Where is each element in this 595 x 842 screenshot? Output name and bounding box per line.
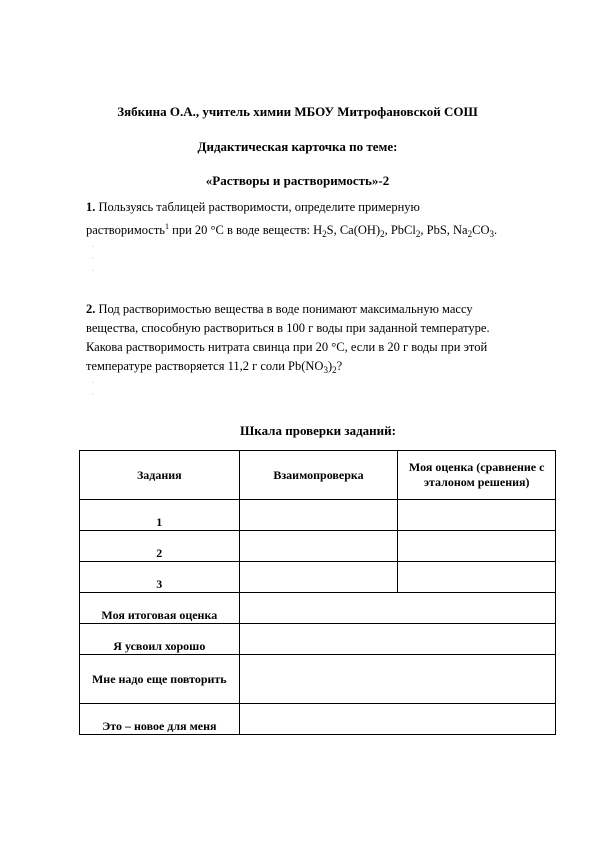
author-line: Зябкина О.А., учитель химии МБОУ Митрофановской СОШ [117,104,478,119]
task-2-end: ? [336,359,343,373]
substance-list [313,223,497,237]
task-2-line1: Под растворимостью вещества в воде понимают максимальную массу [98,302,473,316]
footnote-mark: 1 [165,222,169,231]
summary-label: Моя итоговая оценка [80,593,240,624]
peer-check-cell[interactable] [239,500,398,531]
card-title: Дидактическая карточка по теме: [197,139,398,154]
task-1-line1: Пользуясь таблицей растворимости, определите примерную [98,200,420,214]
formula-paren: ) [327,359,333,373]
task-cell: 2 [80,531,240,562]
check-table [79,450,556,735]
formula-sub2: 2 [332,365,337,375]
task-2 [86,300,556,380]
substance-formula: PbS, Na [426,223,468,237]
summary-label: Я усвоил хорошо [80,624,240,655]
table-header-row [80,451,556,500]
answer-space-1: · · · [92,244,94,274]
substance-subscript: 2 [322,229,327,239]
task-1 [86,198,556,244]
table-row [80,704,556,735]
substance-separator: S, [326,223,340,237]
task-1-line2-rest: при 20 °С в воде веществ: [169,223,314,237]
summary-value-cell[interactable] [239,704,555,735]
header-self-grade: Моя оценка (сравнение с эталоном решения) [398,451,556,500]
header-peer-check: Взаимопроверка [239,451,398,500]
self-grade-cell[interactable] [398,562,556,593]
peer-check-cell[interactable] [239,562,398,593]
topic-title: «Растворы и растворимость»-2 [205,173,390,188]
summary-value-cell[interactable] [239,624,555,655]
substance-formula: Ca(OH) [339,223,381,237]
task-2-line3: Какова растворимость нитрата свинца при 20 °С, если в 20 г воды при этой [86,340,488,354]
answer-space-2: · · [92,380,94,398]
task-2-line2: вещества, способную раствориться в 100 г воды при заданной температуре. [86,321,490,335]
substance-subscript: 2 [380,229,385,239]
substance-subscript: 2 [467,229,473,239]
substance-subscript: 3 [489,229,494,239]
task-cell: 3 [80,562,240,593]
substance-formula: CO [472,223,490,237]
table-row [80,562,556,593]
header-tasks: Задания [80,451,240,500]
substance-separator: . [493,223,498,237]
table-row [80,624,556,655]
substance-separator: , [384,223,391,237]
self-grade-cell[interactable] [398,500,556,531]
substance-separator: , [420,223,427,237]
task-2-number: 2. [86,302,96,316]
summary-label: Мне надо еще повторить [80,655,240,704]
table-row [80,655,556,704]
table-row [80,593,556,624]
task-cell: 1 [80,500,240,531]
summary-label: Это – новое для меня [80,704,240,735]
task-1-number: 1. [86,200,96,214]
table-row [80,500,556,531]
scale-title: Шкала проверки заданий: [240,423,396,438]
summary-value-cell[interactable] [239,655,555,704]
task-1-line2-start: растворимость [86,223,165,237]
formula-sub: 3 [323,365,328,375]
peer-check-cell[interactable] [239,531,398,562]
task-2-line4-start: температуре растворяется 11,2 г соли Pb(NO [86,359,324,373]
substance-subscript: 2 [415,229,421,239]
self-grade-cell[interactable] [398,531,556,562]
summary-value-cell[interactable] [239,593,555,624]
substance-formula: PbCl [390,223,416,237]
table-row [80,531,556,562]
substance-formula: H [313,223,323,237]
